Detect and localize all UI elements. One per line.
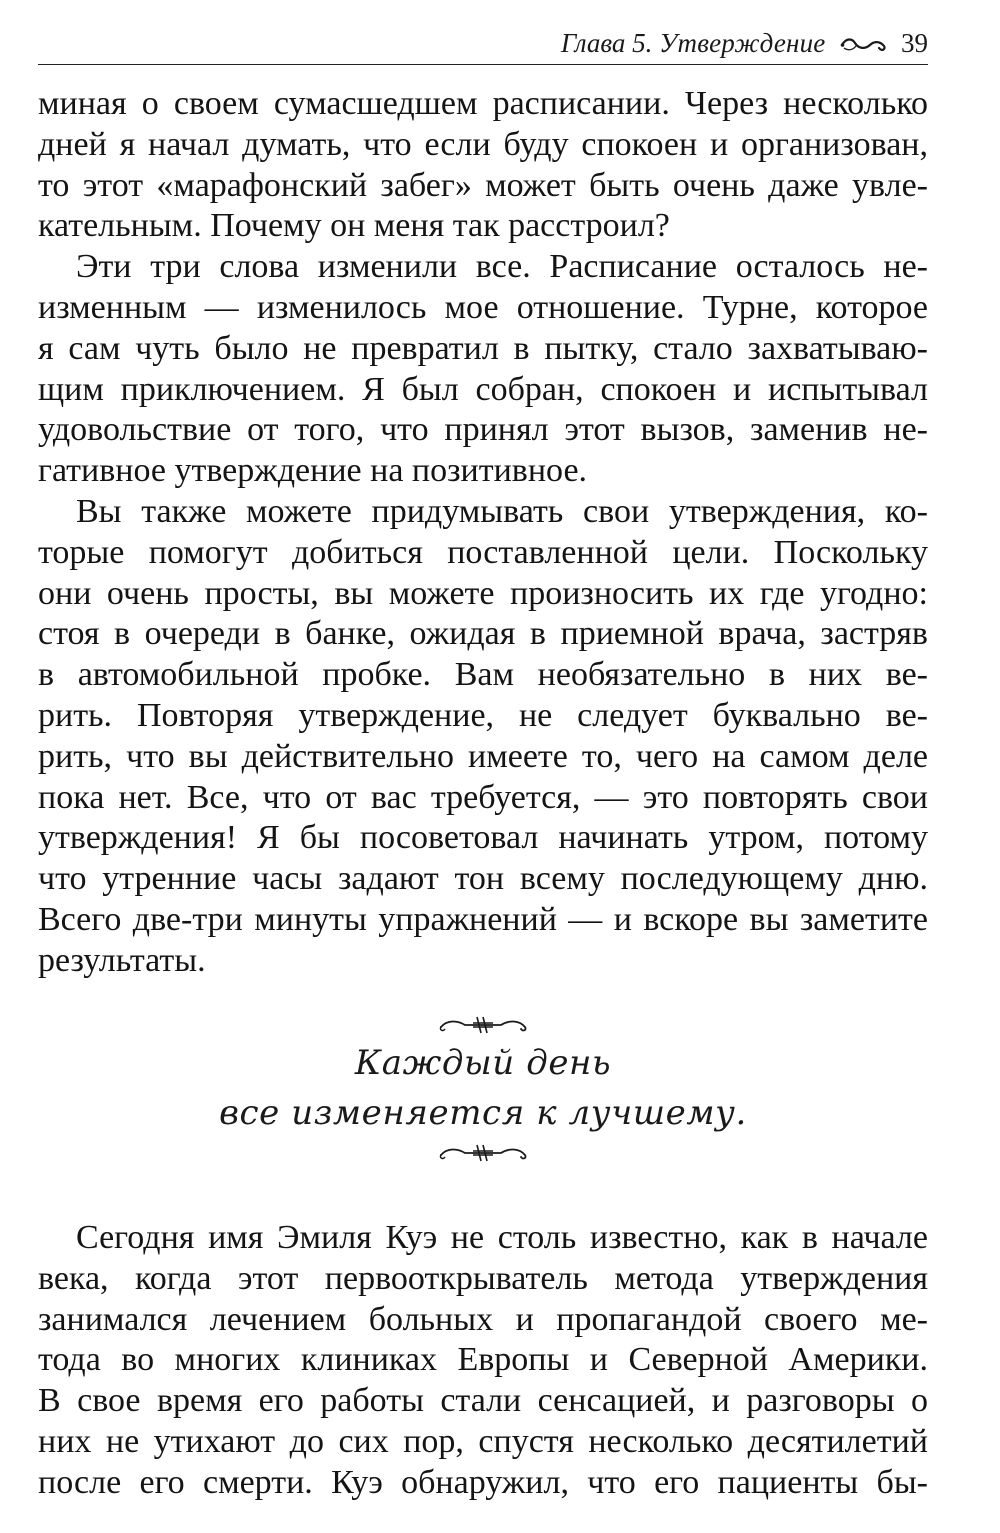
text-line: пока нет. Все, что от вас требуется, — это повторять свои — [38, 778, 928, 816]
text-line: удовольствие от того, что принял этот вызов, заменив не- — [38, 411, 928, 449]
motto-line: все изменяется к лучшему. — [219, 1093, 747, 1133]
flourish-ornament-icon — [435, 1012, 531, 1038]
text-line: дней я начал думать, что если буду спокоен и организован, — [38, 125, 928, 163]
text-line: я сам чуть было не превратил в пытку, стало захватываю- — [38, 329, 928, 367]
text-line: Вы также можете придумывать свои утверждения, ко- — [76, 492, 928, 530]
text-line: Сегодня имя Эмиля Куэ не столь известно, как в начале — [76, 1219, 928, 1256]
flourish-ornament-icon — [435, 1140, 531, 1166]
text-line: в автомобильной пробке. Вам необязательно в них ве- — [38, 656, 928, 694]
text-line: тода во многих клиниках Европы и Северной Америки. — [38, 1341, 928, 1379]
text-line: Всего две-три минуты упражнений — и вскоре вы заметите — [38, 900, 928, 938]
text-line: то этот «марафонский забег» может быть очень даже увле- — [38, 166, 928, 204]
text-line: изменным — изменилось мое отношение. Турне, которое — [38, 288, 928, 326]
text-line: В свое время его работы стали сенсацией, и разговоры о — [38, 1382, 928, 1420]
text-line: занимался лечением больных и пропагандой своего ме- — [38, 1300, 928, 1338]
chapter-title: Утверждение — [659, 28, 826, 58]
text-line: после его смерти. Куэ обнаружил, что его пациенты бы- — [38, 1463, 928, 1501]
text-block-top — [38, 84, 928, 982]
text-line: рить, что вы действительно имеете то, чего на самом деле — [38, 737, 928, 775]
text-line: результаты. — [38, 941, 206, 979]
text-line: них не утихают до сих пор, спустя несколько десятилетий — [38, 1422, 928, 1460]
page-number: 39 — [901, 28, 928, 58]
text-line: Эти три слова изменили все. Расписание осталось не- — [76, 248, 928, 286]
text-block-bottom — [38, 1218, 928, 1504]
text-line: торые помогут добиться поставленной цели. Поскольку — [38, 533, 928, 571]
swash-ornament-icon — [840, 25, 888, 67]
header-rule — [38, 64, 928, 65]
running-header — [38, 22, 928, 64]
text-line: щим приключением. Я был собран, спокоен и испытывал — [38, 370, 928, 408]
motto-line: Каждый день — [354, 1043, 612, 1083]
text-line: стоя в очереди в банке, ожидая в приемной врача, застряв — [38, 615, 928, 653]
text-line: рить. Повторяя утверждение, не следует буквально ве- — [38, 696, 928, 734]
text-line: кательным. Почему он меня так расстроил? — [38, 207, 670, 245]
text-line: что утренние часы задают тон всему последующему дню. — [38, 860, 928, 898]
text-line: утверждения! Я бы посоветовал начинать утром, потому — [38, 819, 928, 857]
motto — [38, 1012, 928, 1202]
text-line: они очень просты, вы можете произносить их где угодно: — [38, 574, 928, 612]
chapter-label: Глава 5. — [560, 28, 653, 58]
text-line: миная о своем сумасшедшем расписании. Через несколько — [38, 85, 928, 122]
text-line: века, когда этот первооткрыватель метода утверждения — [38, 1259, 928, 1297]
text-line: гативное утверждение на позитивное. — [38, 452, 588, 490]
